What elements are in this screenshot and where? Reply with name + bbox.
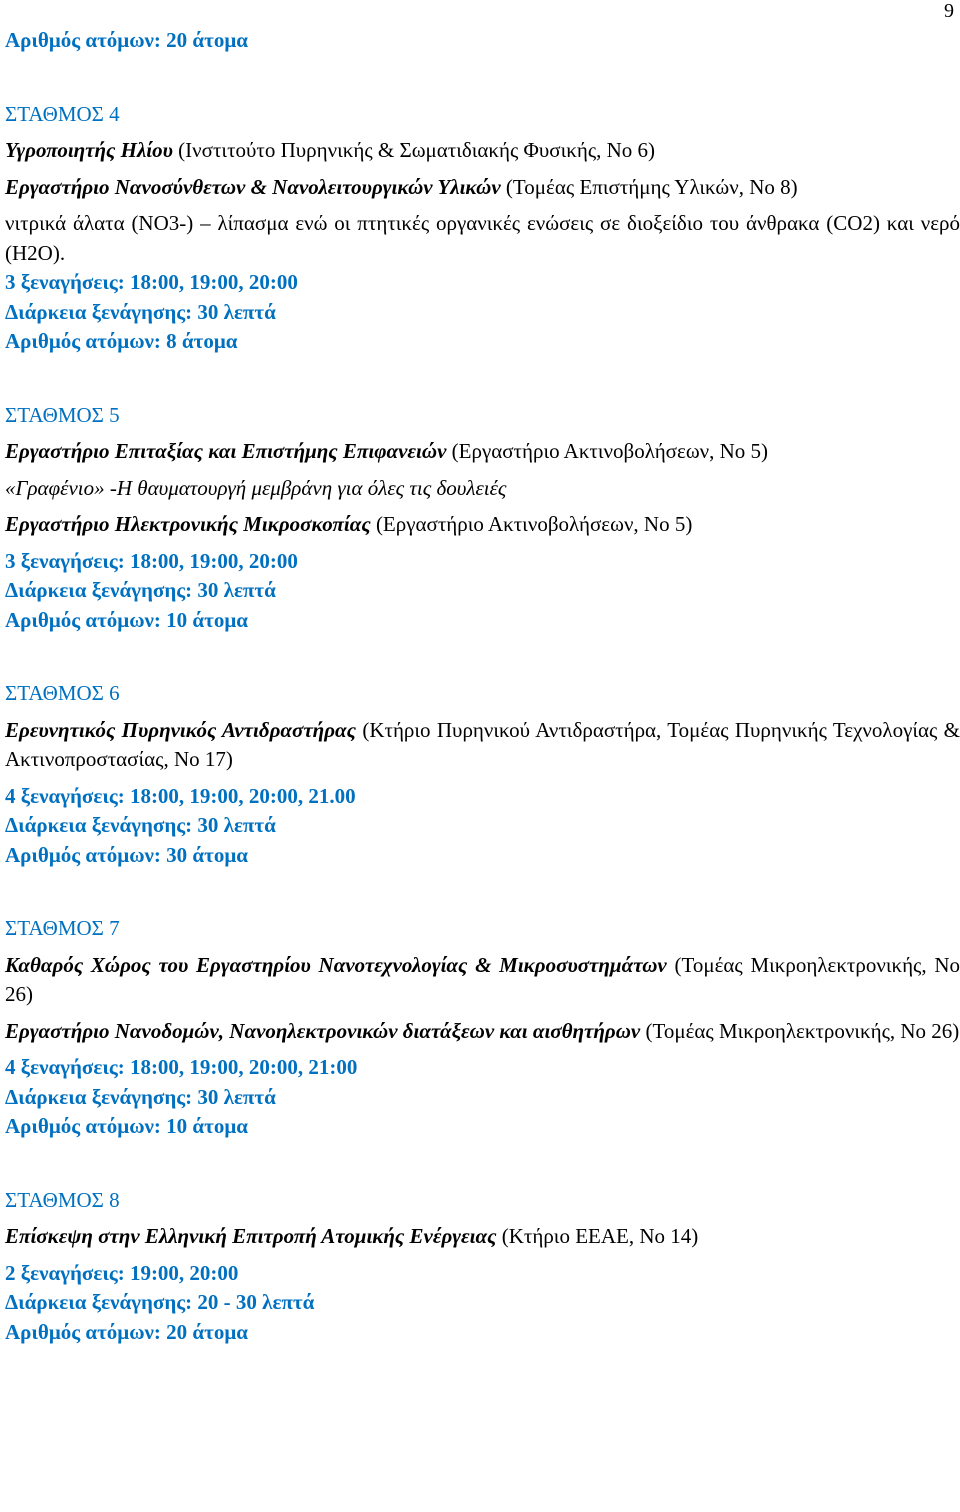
lab-location: (Τομέας Μικροηλεκτρονικής, Νο 26) <box>645 1018 960 1043</box>
tour-times: 3 ξεναγήσεις: 18:00, 19:00, 20:00 <box>5 270 298 294</box>
tour-times: 3 ξεναγήσεις: 18:00, 19:00, 20:00 <box>5 548 298 573</box>
lab-location: (Τομέας Μικροηλεκτρονικής, Νο 26) <box>5 952 960 1006</box>
participants-info: Αριθμός ατόμων: 20 άτομα <box>5 28 248 52</box>
station-heading: ΣΤΑΘΜΟΣ 4 <box>5 101 120 126</box>
tour-duration: Διάρκεια ξενάγησης: 30 λεπτά <box>5 813 276 837</box>
lab-title: Εργαστήριο Νανοσύνθετων & Νανολειτουργικών Υλικών <box>5 174 501 199</box>
lab-title: Εργαστήριο Νανοδομών, Νανοηλεκτρονικών διατάξεων και αισθητήρων <box>5 1018 641 1043</box>
lab-location: (Κτήριο ΕΕΑΕ, Νο 14) <box>501 1224 699 1248</box>
page-number: 9 <box>944 0 954 22</box>
participants-info: Αριθμός ατόμων: 8 άτομα <box>5 329 238 353</box>
lab-entry <box>5 173 960 203</box>
tour-times: 4 ξεναγήσεις: 18:00, 19:00, 20:00, 21.00 <box>5 783 356 808</box>
lab-entry <box>5 1222 960 1252</box>
station-heading: ΣΤΑΘΜΟΣ 5 <box>5 402 120 427</box>
document-body <box>5 22 960 1347</box>
lab-location: (Εργαστήριο Ακτινοβολήσεων, Νο 5) <box>451 439 769 463</box>
lab-title: Επίσκεψη στην Ελληνική Επιτροπή Ατομικής Ενέργειας <box>5 1224 497 1248</box>
tour-duration: Διάρκεια ξενάγησης: 30 λεπτά <box>5 299 276 324</box>
tour-duration: Διάρκεια ξενάγησης: 30 λεπτά <box>5 578 276 602</box>
lab-title: Καθαρός Χώρος του Εργαστηρίου Νανοτεχνολογίας & Μικροσυστημάτων <box>5 952 667 977</box>
lab-location: (Εργαστήριο Ακτινοβολήσεων, Νο 5) <box>375 512 693 536</box>
lab-entry <box>5 136 960 166</box>
tour-times: 2 ξεναγήσεις: 19:00, 20:00 <box>5 1260 239 1285</box>
lab-description: νιτρικά άλατα (NO3-) – λίπασμα ενώ οι πτητικές οργανικές ενώσεις σε διοξείδιο του άνθρακα (CO2) και νερό (H2O). <box>5 211 960 265</box>
tour-duration: Διάρκεια ξενάγησης: 20 - 30 λεπτά <box>5 1290 315 1314</box>
lab-entry <box>5 951 960 1010</box>
lab-subtitle: «Γραφένιο» -Η θαυματουργή μεμβράνη για όλες τις δουλειές <box>5 475 507 500</box>
participants-info: Αριθμός ατόμων: 10 άτομα <box>5 607 248 632</box>
station-8 <box>5 1186 960 1348</box>
spacer <box>5 635 960 679</box>
spacer <box>5 870 960 914</box>
lab-entry <box>5 510 960 540</box>
station-6 <box>5 679 960 870</box>
participants-info: Αριθμός ατόμων: 20 άτομα <box>5 1319 248 1344</box>
lab-location: (Κτήριο Πυρηνικού Αντιδραστήρα, Τομέας Πυρηνικής Τεχνολογίας & Ακτινοπροστασίας, Νο 17) <box>5 717 960 771</box>
station-heading: ΣΤΑΘΜΟΣ 7 <box>5 916 120 940</box>
lab-location: (Τομέας Επιστήμης Υλικών, Νο 8) <box>505 174 798 199</box>
lab-entry <box>5 1017 960 1047</box>
participants-info: Αριθμός ατόμων: 30 άτομα <box>5 842 248 867</box>
lab-entry <box>5 437 960 467</box>
station-5 <box>5 401 960 636</box>
lab-title: Ερευνητικός Πυρηνικός Αντιδραστήρας <box>5 717 356 742</box>
lab-entry <box>5 716 960 775</box>
station-heading: ΣΤΑΘΜΟΣ 8 <box>5 1187 120 1212</box>
station-heading: ΣΤΑΘΜΟΣ 6 <box>5 681 120 705</box>
station-4 <box>5 100 960 357</box>
lab-location: (Ινστιτούτο Πυρηνικής & Σωματιδιακής Φυσικής, Νο 6) <box>178 138 656 162</box>
lab-title: Εργαστήριο Επιταξίας και Επιστήμης Επιφανειών <box>5 439 447 463</box>
lab-title: Υγροποιητής Ηλίου <box>5 138 173 162</box>
station-7 <box>5 914 960 1142</box>
tour-duration: Διάρκεια ξενάγησης: 30 λεπτά <box>5 1084 276 1109</box>
spacer <box>5 1142 960 1186</box>
spacer <box>5 357 960 401</box>
spacer <box>5 56 960 100</box>
participants-info: Αριθμός ατόμων: 10 άτομα <box>5 1114 248 1138</box>
tour-times: 4 ξεναγήσεις: 18:00, 19:00, 20:00, 21:00 <box>5 1055 358 1079</box>
lab-title: Εργαστήριο Ηλεκτρονικής Μικροσκοπίας <box>5 512 371 536</box>
